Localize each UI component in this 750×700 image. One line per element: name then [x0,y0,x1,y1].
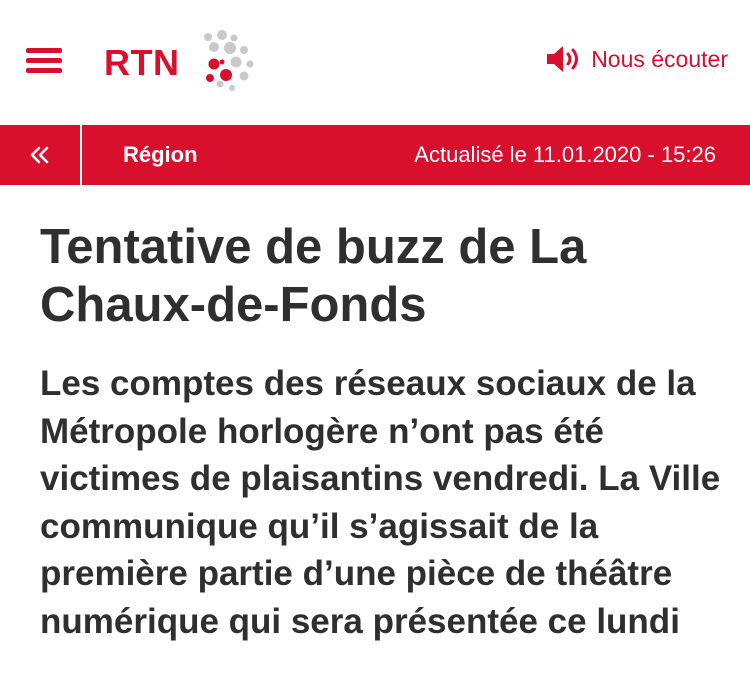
hamburger-menu-icon[interactable] [26,48,62,74]
speaker-icon [545,44,583,74]
menu-line [26,48,62,53]
dots-logo-icon [192,28,264,98]
listen-label: Nous écouter [591,45,728,72]
menu-line [26,58,62,63]
section-label[interactable]: Région [123,142,198,167]
menu-line [26,68,62,73]
article-title: Tentative de buzz de La Chaux-de-Fonds [40,220,587,332]
double-chevron-left-icon [30,146,50,164]
rtn-logo[interactable] [104,28,264,98]
back-button[interactable] [0,125,80,185]
listen-button[interactable] [545,42,728,76]
updated-timestamp: Actualisé le 11.01.2020 - 15:26 [414,142,716,167]
article-lead: Les comptes des réseaux sociaux de la Métropole horlogère n’ont pas été victimes de plaisantins vendredi. La Ville communique qu’il s’agissait de la première partie d’une pièce de théâtre numérique qui sera présentée ce lundi [40,364,721,641]
site-header [0,0,750,125]
logo-text: RTN [104,42,180,83]
bar-divider [80,125,82,185]
section-bar [0,125,750,185]
